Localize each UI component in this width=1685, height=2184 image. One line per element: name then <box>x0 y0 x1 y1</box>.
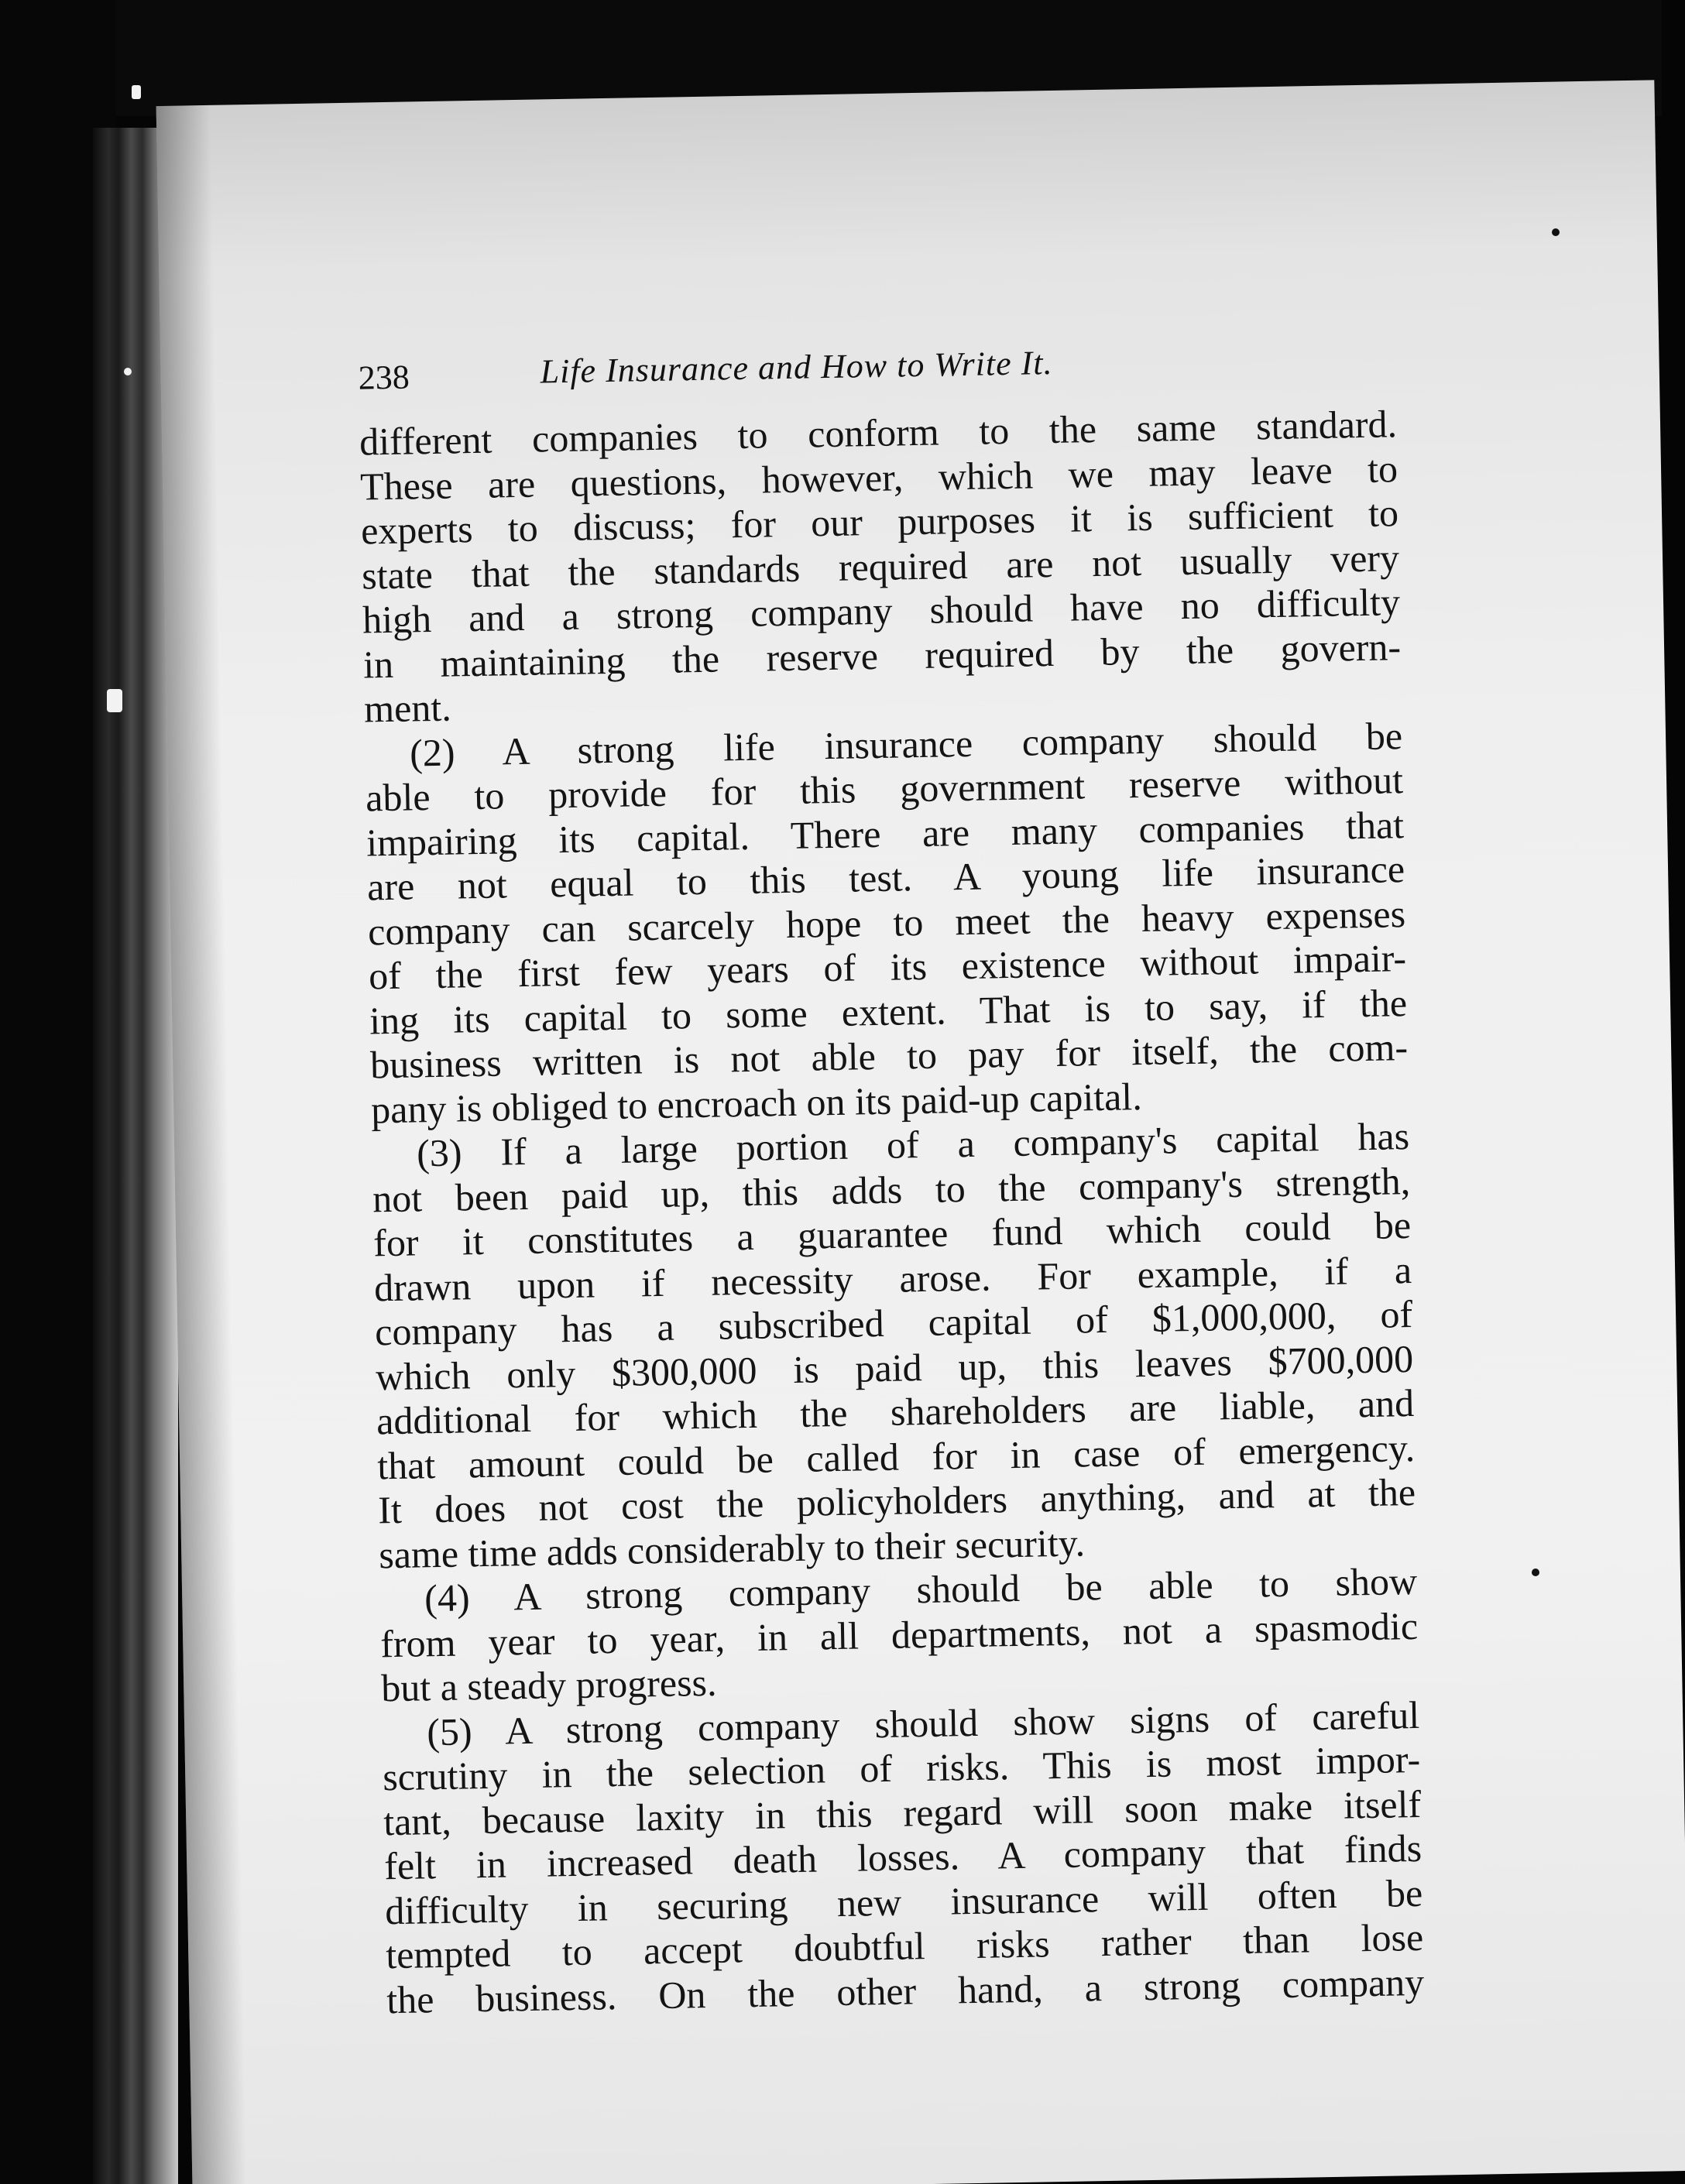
text-line: for it constitutes a guarantee fund which could be <box>372 1203 1412 1265</box>
text-line: of the first few years of its existence without impair- <box>368 936 1407 998</box>
text-line: These are questions, however, which we may leave to <box>359 446 1398 509</box>
text-line: felt in increased death losses. A company that finds <box>383 1826 1422 1888</box>
text-line: ing its capital to some extent. That is to say, if the <box>369 980 1408 1042</box>
text-line: additional for which the shareholders are liable, and <box>376 1380 1415 1443</box>
text-line: are not equal to this test. A young life insurance <box>366 847 1405 909</box>
text-line: company can scarcely hope to meet the heavy expenses <box>367 891 1406 953</box>
paragraph-5-start: (5) A strong company should show signs of careful <box>426 1692 1420 1754</box>
text-line: the business. On the other hand, a strong company <box>386 1959 1425 2021</box>
text-line: tempted to accept doubtful risks rather than lose <box>385 1915 1424 1977</box>
text-line: state that the standards required are not usually very <box>361 535 1400 598</box>
text-line: company has a subscribed capital of $1,000,000, of <box>374 1292 1413 1354</box>
paragraph-4-start: (4) A strong company should be able to show <box>424 1558 1418 1620</box>
text-line: difficulty in securing new insurance will often be <box>384 1870 1423 1932</box>
text-line: same time adds considerably to their security. <box>378 1520 1086 1576</box>
scan-dust-speck <box>1552 228 1560 236</box>
text-line: in maintaining the reserve required by the govern- <box>362 624 1402 687</box>
text-line: It does not cost the policyholders anything, and at the <box>377 1469 1416 1532</box>
text-line: ment. <box>363 685 452 731</box>
text-line: drawn upon if necessity arose. For example, if a <box>373 1247 1412 1309</box>
text-line: different companies to conform to the same standard. <box>359 402 1398 464</box>
text-line: impairing its capital. There are many companies that <box>365 802 1405 864</box>
scan-dust-speck <box>132 85 141 99</box>
text-line: business written is not able to pay for itself, the com- <box>369 1025 1409 1087</box>
page-number: 238 <box>358 358 410 397</box>
scan-dust-speck <box>107 689 122 712</box>
text-line: from year to year, in all departments, not a spasmodic <box>379 1603 1419 1665</box>
text-line: experts to discuss; for our purposes it is sufficient to <box>360 491 1399 553</box>
text-line: pany is obliged to encroach on its paid-up capital. <box>370 1074 1143 1131</box>
text-line: but a steady progress. <box>380 1660 717 1710</box>
body-text <box>359 402 1425 2022</box>
text-line: high and a strong company should have no difficulty <box>362 580 1401 642</box>
scan-dust-speck <box>124 368 132 375</box>
book-page <box>156 80 1685 2184</box>
text-line: which only $300,000 is paid up, this leaves $700,000 <box>375 1336 1414 1398</box>
running-title: Life Insurance and How to Write It. <box>540 343 1053 391</box>
text-line: tant, because laxity in this regard will soon make itself <box>383 1781 1422 1843</box>
text-line: not been paid up, this adds to the company's strength, <box>372 1158 1411 1220</box>
text-line: able to provide for this government reserve without <box>365 758 1404 820</box>
paragraph-3-start: (3) If a large portion of a company's capital has <box>416 1114 1410 1175</box>
paragraph-2-start: (2) A strong life insurance company should be <box>409 713 1403 774</box>
text-line: that amount could be called for in case of emergency. <box>376 1425 1416 1487</box>
text-line: scrutiny in the selection of risks. This is most impor- <box>382 1737 1421 1799</box>
scan-dust-speck <box>1532 1569 1539 1576</box>
